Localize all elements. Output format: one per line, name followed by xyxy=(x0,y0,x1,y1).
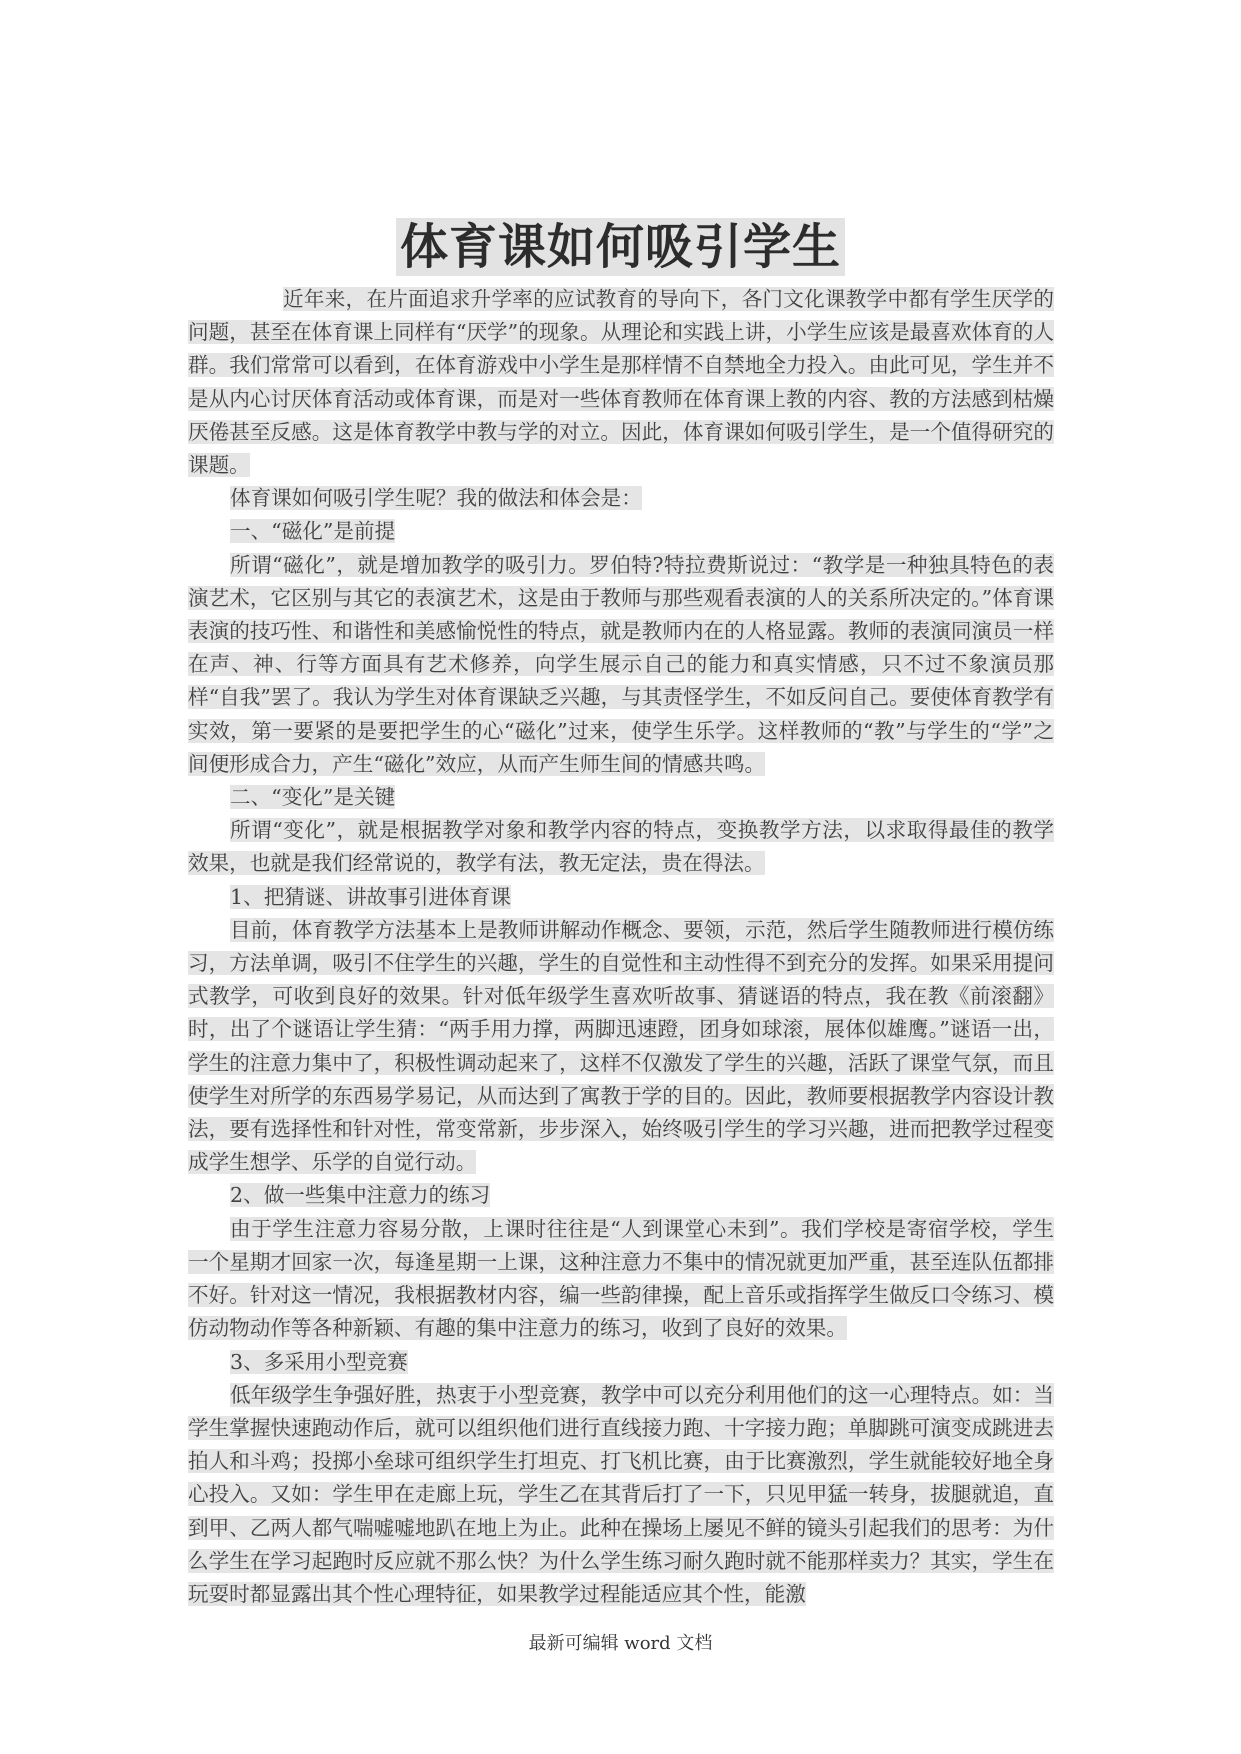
document-title: 体育课如何吸引学生 xyxy=(396,218,845,276)
paragraph-text: 低年级学生争强好胜，热衷于小型竞赛，教学中可以充分利用他们的这一心理特点。如：当学生掌握快速跑动作后，就可以组织他们进行直线接力跑、十字接力跑；单脚跳可演变成跳进去拍人和斗鸡；投掷小垒球可组织学生打坦克、打飞机比赛，由于比赛激烈，学生就能较好地全身心投入。又如：学生甲在走廊上玩，学生乙在其背后打了一下，只见甲猛一转身，拔腿就追，直到甲、乙两人都气喘嘘嘘地趴在地上为止。此种在操场上屡见不鲜的镜头引起我们的思考：为什么学生在学习起跑时反应就不那么快？为什么学生练习耐久跑时就不能那样卖力？其实，学生在玩耍时都显露出其个性心理特征，如果教学过程能适应其个性，能激 xyxy=(188,1382,1054,1606)
paragraph-intro xyxy=(188,283,1054,482)
title-container xyxy=(0,218,1241,276)
paragraph-riddles xyxy=(188,914,1054,1180)
paragraph-text: 所谓“磁化”，就是增加教学的吸引力。罗伯特?特拉费斯说过：“教学是一种独具特色的表演艺术，它区别与其它的表演艺术，这是由于教师与那些观看表演的人的关系所决定的。”体育课表演的技巧性、和谐性和美感愉悦性的特点，就是教师内在的人格显露。教师的表演同演员一样在声、神、行等方面具有艺术修养，向学生展示自己的能力和真实情感，只不过不象演员那样“自我”罢了。我认为学生对体育课缺乏兴趣，与其责怪学生，不如反问自己。要使体育教学有实效，第一要紧的是要把学生的心“磁化”过来，使学生乐学。这样教师的“教”与学生的“学”之间便形成合力，产生“磁化”效应，从而产生师生间的情感共鸣。 xyxy=(188,552,1054,776)
section-heading-2 xyxy=(188,781,1054,814)
paragraph-text: 目前，体育教学方法基本上是教师讲解动作概念、要领，示范，然后学生随教师进行模仿练习，方法单调，吸引不住学生的兴趣，学生的自觉性和主动性得不到充分的发挥。如果采用提问式教学，可收到良好的效果。针对低年级学生喜欢听故事、猜谜语的特点，我在教《前滚翻》时，出了个谜语让学生猜：“两手用力撑，两脚迅速蹬，团身如球滚，展体似雄鹰。”谜语一出，学生的注意力集中了，积极性调动起来了，这样不仅激发了学生的兴趣，活跃了课堂气氛，而且使学生对所学的东西易学易记，从而达到了寓教于学的目的。因此，教师要根据教学内容设计教法，要有选择性和针对性，常变常新，步步深入，始终吸引学生的学习兴趣，进而把教学过程变成学生想学、乐学的自觉行动。 xyxy=(188,917,1054,1175)
subheading-attention xyxy=(188,1179,1054,1212)
paragraph-text: 近年来，在片面追求升学率的应试教育的导向下，各门文化课教学中都有学生厌学的问题，甚至在体育课上同样有“厌学”的现象。从理论和实践上讲，小学生应该是最喜欢体育的人群。我们常常可以看到，在体育游戏中小学生是那样情不自禁地全力投入。由此可见，学生并不是从内心讨厌体育活动或体育课，而是对一些体育教师在体育课上教的内容、教的方法感到枯燥厌倦甚至反感。这是体育教学中教与学的对立。因此，体育课如何吸引学生，是一个值得研究的课题。 xyxy=(188,287,1054,478)
heading-text: 2、做一些集中注意力的练习 xyxy=(230,1183,491,1208)
paragraph-attention xyxy=(188,1213,1054,1346)
paragraph-competition xyxy=(188,1379,1054,1611)
heading-text: 1、把猜谜、讲故事引进体育课 xyxy=(230,884,511,909)
subheading-competition xyxy=(188,1346,1054,1379)
paragraph-text: 所谓“变化”，就是根据教学对象和教学内容的特点，变换教学方法，以求取得最佳的教学效果，也就是我们经常说的，教学有法，教无定法，贵在得法。 xyxy=(188,818,1054,876)
paragraph-question xyxy=(188,482,1054,515)
paragraph-change xyxy=(188,814,1054,880)
document-body xyxy=(188,283,1054,1611)
heading-text: 一、“磁化”是前提 xyxy=(230,519,396,544)
paragraph-text: 体育课如何吸引学生呢？我的做法和体会是： xyxy=(230,486,642,511)
subheading-riddles xyxy=(188,881,1054,914)
page-footer: 最新可编辑 word 文档 xyxy=(528,1633,713,1654)
heading-text: 二、“变化”是关键 xyxy=(230,785,396,810)
paragraph-magnetize xyxy=(188,549,1054,781)
paragraph-text: 由于学生注意力容易分散，上课时往往是“人到课堂心未到”。我们学校是寄宿学校，学生一个星期才回家一次，每逢星期一上课，这种注意力不集中的情况就更加严重，甚至连队伍都排不好。针对这一情况，我根据教材内容，编一些韵律操，配上音乐或指挥学生做反口令练习、模仿动物动作等各种新颖、有趣的集中注意力的练习，收到了良好的效果。 xyxy=(188,1216,1054,1341)
heading-text: 3、多采用小型竞赛 xyxy=(230,1349,408,1374)
section-heading-1 xyxy=(188,515,1054,548)
